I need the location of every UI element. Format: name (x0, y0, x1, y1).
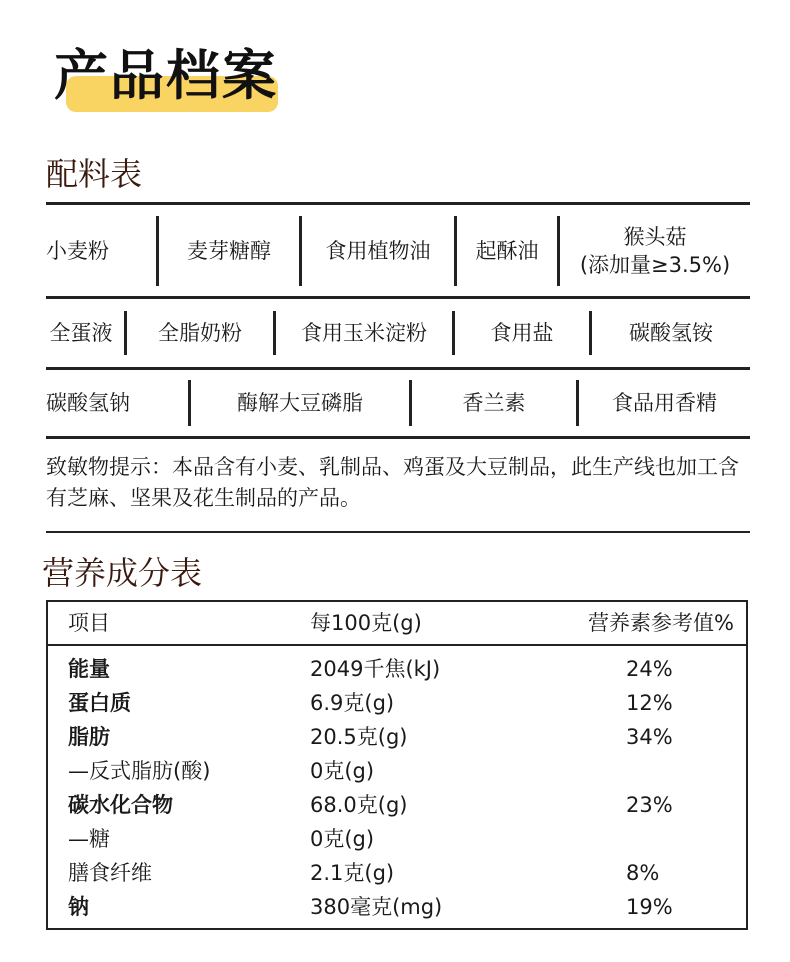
ingredient-cell: 小麦粉 (46, 239, 109, 263)
ingredient-note: (添加量≥3.5%) (579, 253, 731, 277)
ingredient-row-2 (46, 299, 750, 367)
ingredient-row-3 (46, 370, 750, 436)
ingredient-cell: 食品用香精 (612, 391, 717, 415)
header-item: 项目 (68, 611, 110, 635)
nutrition-table-header (48, 602, 746, 646)
ingredient-cell: 全蛋液 (49, 321, 113, 345)
table-row (48, 720, 746, 754)
ingredient-cell: 全脂奶粉 (158, 321, 242, 345)
nutrient-nrv: 34% (626, 725, 673, 749)
ingredient-cell: 麦芽糖醇 (187, 239, 271, 263)
ingredients-top-rule (46, 202, 750, 205)
nutrient-nrv: 12% (626, 691, 673, 715)
allergy-notice: 致敏物提示：本品含有小麦、乳制品、鸡蛋及大豆制品，此生产线也加工含有芝麻、坚果及花生制品的产品。 (46, 455, 739, 510)
table-row (48, 788, 746, 822)
nutrient-name: —反式脂肪(酸) (68, 759, 211, 783)
nutrient-amount: 6.9克(g) (310, 691, 395, 715)
ingredient-cell: 香兰素 (462, 391, 526, 415)
ingredient-cell: 食用玉米淀粉 (301, 321, 427, 345)
table-row (48, 890, 746, 924)
nutrient-amount: 68.0克(g) (310, 793, 408, 817)
ingredients-title: 配料表 (46, 155, 143, 193)
page-title-block (54, 40, 294, 120)
table-row (48, 822, 746, 856)
ingredient-row-1 (46, 206, 750, 296)
allergy-bottom-rule (46, 531, 750, 533)
table-row (48, 856, 746, 890)
ingredient-cell: 酶解大豆磷脂 (237, 391, 363, 415)
ingredient-cell: 碳酸氢铵 (629, 321, 713, 345)
nutrient-nrv: 23% (626, 793, 673, 817)
ingredient-cell: 食用盐 (490, 321, 554, 345)
ingredients-bottom-rule (46, 436, 750, 439)
nutrient-nrv: 8% (626, 861, 660, 885)
table-row (48, 652, 746, 686)
nutrient-amount: 0克(g) (310, 827, 375, 851)
nutrient-name: 膳食纤维 (68, 861, 152, 885)
header-amount: 每100克(g) (310, 611, 422, 635)
ingredient-cell-mushroom (560, 206, 750, 296)
nutrient-name: 钠 (68, 895, 89, 919)
nutrition-title: 营养成分表 (42, 554, 203, 592)
nutrient-name: 能量 (68, 657, 110, 681)
nutrition-table (46, 600, 748, 930)
table-row (48, 686, 746, 720)
nutrient-amount: 20.5克(g) (310, 725, 408, 749)
nutrient-amount: 2.1克(g) (310, 861, 395, 885)
nutrient-amount: 0克(g) (310, 759, 375, 783)
nutrient-name: —糖 (68, 827, 110, 851)
ingredient-cell: 碳酸氢钠 (46, 391, 130, 415)
nutrient-name: 碳水化合物 (68, 793, 173, 817)
page-title: 产品档案 (54, 44, 278, 107)
nutrient-nrv: 19% (626, 895, 673, 919)
ingredient-cell: 食用植物油 (325, 239, 431, 263)
header-nrv: 营养素参考值% (588, 611, 734, 635)
ingredient-cell: 起酥油 (475, 239, 539, 263)
nutrient-amount: 380毫克(mg) (310, 895, 443, 919)
nutrient-amount: 2049千焦(kJ) (310, 657, 441, 681)
table-row (48, 754, 746, 788)
nutrient-name: 脂肪 (68, 725, 110, 749)
nutrient-nrv: 24% (626, 657, 673, 681)
nutrient-name: 蛋白质 (68, 691, 131, 715)
ingredient-name: 猴头菇 (623, 225, 687, 249)
